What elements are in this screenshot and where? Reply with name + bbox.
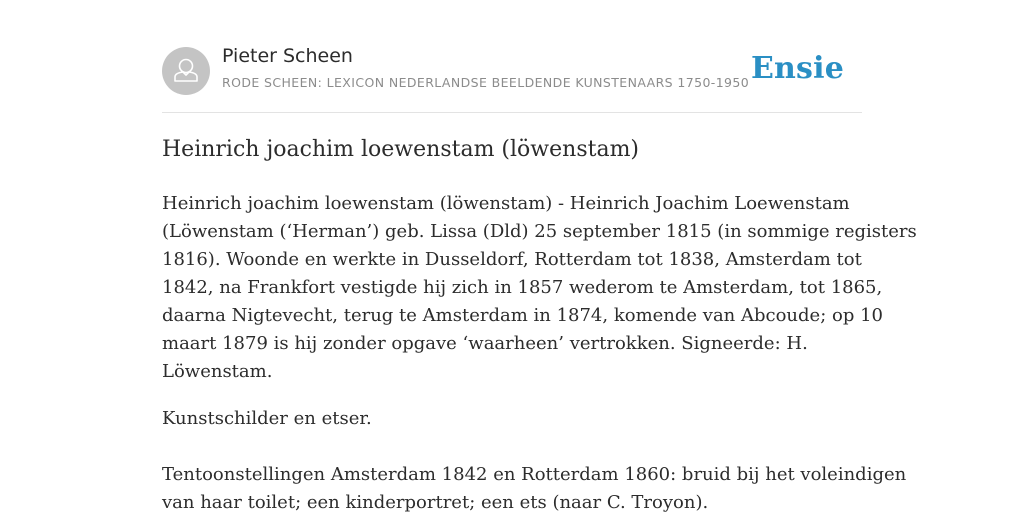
paragraph-line: van haar toilet; een kinderportret; een ets (naar C. Troyon). bbox=[162, 492, 709, 512]
article-container bbox=[162, 0, 917, 512]
brand-logo[interactable]: Ensie bbox=[750, 51, 844, 86]
article-paragraph-2: Kunstschilder en etser. bbox=[162, 408, 372, 429]
user-avatar-icon[interactable] bbox=[162, 47, 210, 95]
paragraph-line: (Löwenstam (‘Herman’) geb. Lissa (Dld) 25 september 1815 (in sommige registers bbox=[162, 221, 917, 242]
paragraph-line: maart 1879 is hij zonder opgave ‘waarheen’ vertrokken. Signeerde: H. bbox=[162, 333, 808, 354]
paragraph-line: daarna Nigtevecht, terug te Amsterdam in 1874, komende van Abcoude; op 10 bbox=[162, 305, 883, 326]
source-label[interactable]: RODE SCHEEN: LEXICON NEDERLANDSE BEELDENDE KUNSTENAARS 1750-1950 bbox=[222, 75, 750, 90]
paragraph-line: 1816). Woonde en werkte in Dusseldorf, Rotterdam tot 1838, Amsterdam tot bbox=[162, 249, 862, 270]
article-paragraph-3 bbox=[162, 461, 907, 512]
paragraph-line: Löwenstam. bbox=[162, 361, 273, 382]
article-title: Heinrich joachim loewenstam (löwenstam) bbox=[162, 137, 640, 162]
author-name[interactable]: Pieter Scheen bbox=[222, 45, 353, 67]
paragraph-line: 1842, na Frankfort vestigde hij zich in 1857 wederom te Amsterdam, tot 1865, bbox=[162, 277, 883, 298]
article-header bbox=[162, 0, 862, 113]
paragraph-line: Heinrich joachim loewenstam (löwenstam) - Heinrich Joachim Loewenstam bbox=[162, 193, 850, 214]
paragraph-line: Tentoonstellingen Amsterdam 1842 en Rotterdam 1860: bruid bij het voleindigen bbox=[162, 464, 907, 485]
article-paragraph-1 bbox=[162, 190, 917, 386]
